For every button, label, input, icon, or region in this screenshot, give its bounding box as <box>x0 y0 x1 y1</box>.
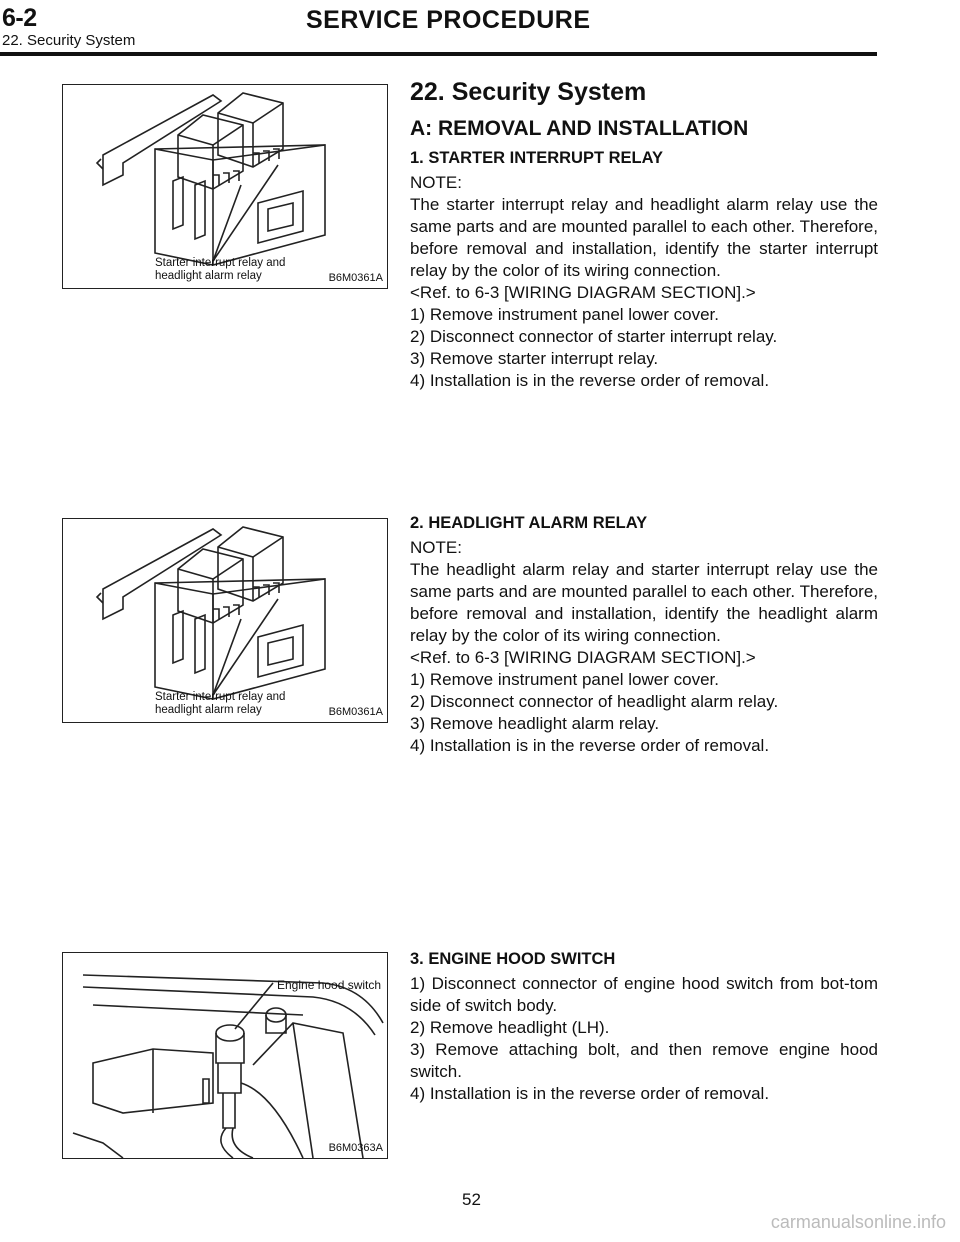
figure-label-line1: Starter interrupt relay and <box>155 257 286 269</box>
figure-label <box>155 691 285 717</box>
section-number: 6-2 <box>2 4 37 32</box>
section-subtitle: A: REMOVAL AND INSTALLATION <box>410 117 749 140</box>
note-text: The headlight alarm relay and starter interrupt relay use the same parts and are mounted parallel to each other. Therefore, before removal and installation, identify the headlight alarm relay by the color of its wiring connection. <box>410 560 878 645</box>
page-header-title: SERVICE PROCEDURE <box>306 6 591 34</box>
page-number: 52 <box>462 1190 481 1209</box>
note-label: NOTE: <box>410 173 462 192</box>
step-4: 4) Installation is in the reverse order of removal. <box>410 736 770 755</box>
section-2 <box>410 514 878 757</box>
step-2: 2) Disconnect connector of starter interrupt relay. <box>410 327 778 346</box>
step-1: 1) Remove instrument panel lower cover. <box>410 670 719 689</box>
header-rule <box>0 52 877 56</box>
figure-label-line1: Starter interrupt relay and <box>155 691 286 703</box>
figure-hood-switch <box>62 952 388 1159</box>
section-3 <box>410 950 878 1105</box>
step-2: 2) Disconnect connector of headlight alarm relay. <box>410 692 779 711</box>
figure-relay-2 <box>62 518 388 723</box>
subsection-heading-starter-relay: 1. STARTER INTERRUPT RELAY <box>410 149 664 167</box>
note-text: The starter interrupt relay and headlight alarm relay use the same parts and are mounted parallel to each other. Therefore, before removal and installation, identify the starter interrupt relay by the color of its wiring connection. <box>410 195 878 280</box>
step-1: 1) Remove instrument panel lower cover. <box>410 305 719 324</box>
step-1: 1) Disconnect connector of engine hood switch from bot-tom side of switch body. <box>410 974 878 1015</box>
figure-label-line2: headlight alarm relay <box>155 704 262 716</box>
step-4: 4) Installation is in the reverse order of removal. <box>410 1084 770 1103</box>
reference-link: <Ref. to 6-3 [WIRING DIAGRAM SECTION].> <box>410 648 756 667</box>
subsection-heading-headlight-relay: 2. HEADLIGHT ALARM RELAY <box>410 514 648 532</box>
figure-label-line2: headlight alarm relay <box>155 270 262 282</box>
step-3: 3) Remove headlight alarm relay. <box>410 714 660 733</box>
step-2: 2) Remove headlight (LH). <box>410 1018 610 1037</box>
figure-code: B6M0361A <box>328 272 383 284</box>
section-title: 22. Security System <box>410 78 647 106</box>
section-1 <box>410 78 878 392</box>
note-label: NOTE: <box>410 538 462 557</box>
watermark: carmanualsonline.info <box>770 1212 946 1232</box>
figure-code: B6M0361A <box>328 706 383 718</box>
step-4: 4) Installation is in the reverse order of removal. <box>410 371 770 390</box>
subsection-heading-hood-switch: 3. ENGINE HOOD SWITCH <box>410 950 616 968</box>
step-3: 3) Remove attaching bolt, and then remove engine hood switch. <box>410 1040 878 1081</box>
figure-code: B6M0363A <box>328 1142 383 1154</box>
figure-label: Engine hood switch <box>277 978 382 992</box>
figure-label <box>155 257 285 283</box>
step-3: 3) Remove starter interrupt relay. <box>410 349 659 368</box>
reference-link: <Ref. to 6-3 [WIRING DIAGRAM SECTION].> <box>410 283 756 302</box>
page-header-subtitle: 22. Security System <box>2 32 136 49</box>
figure-relay-1 <box>62 84 388 289</box>
